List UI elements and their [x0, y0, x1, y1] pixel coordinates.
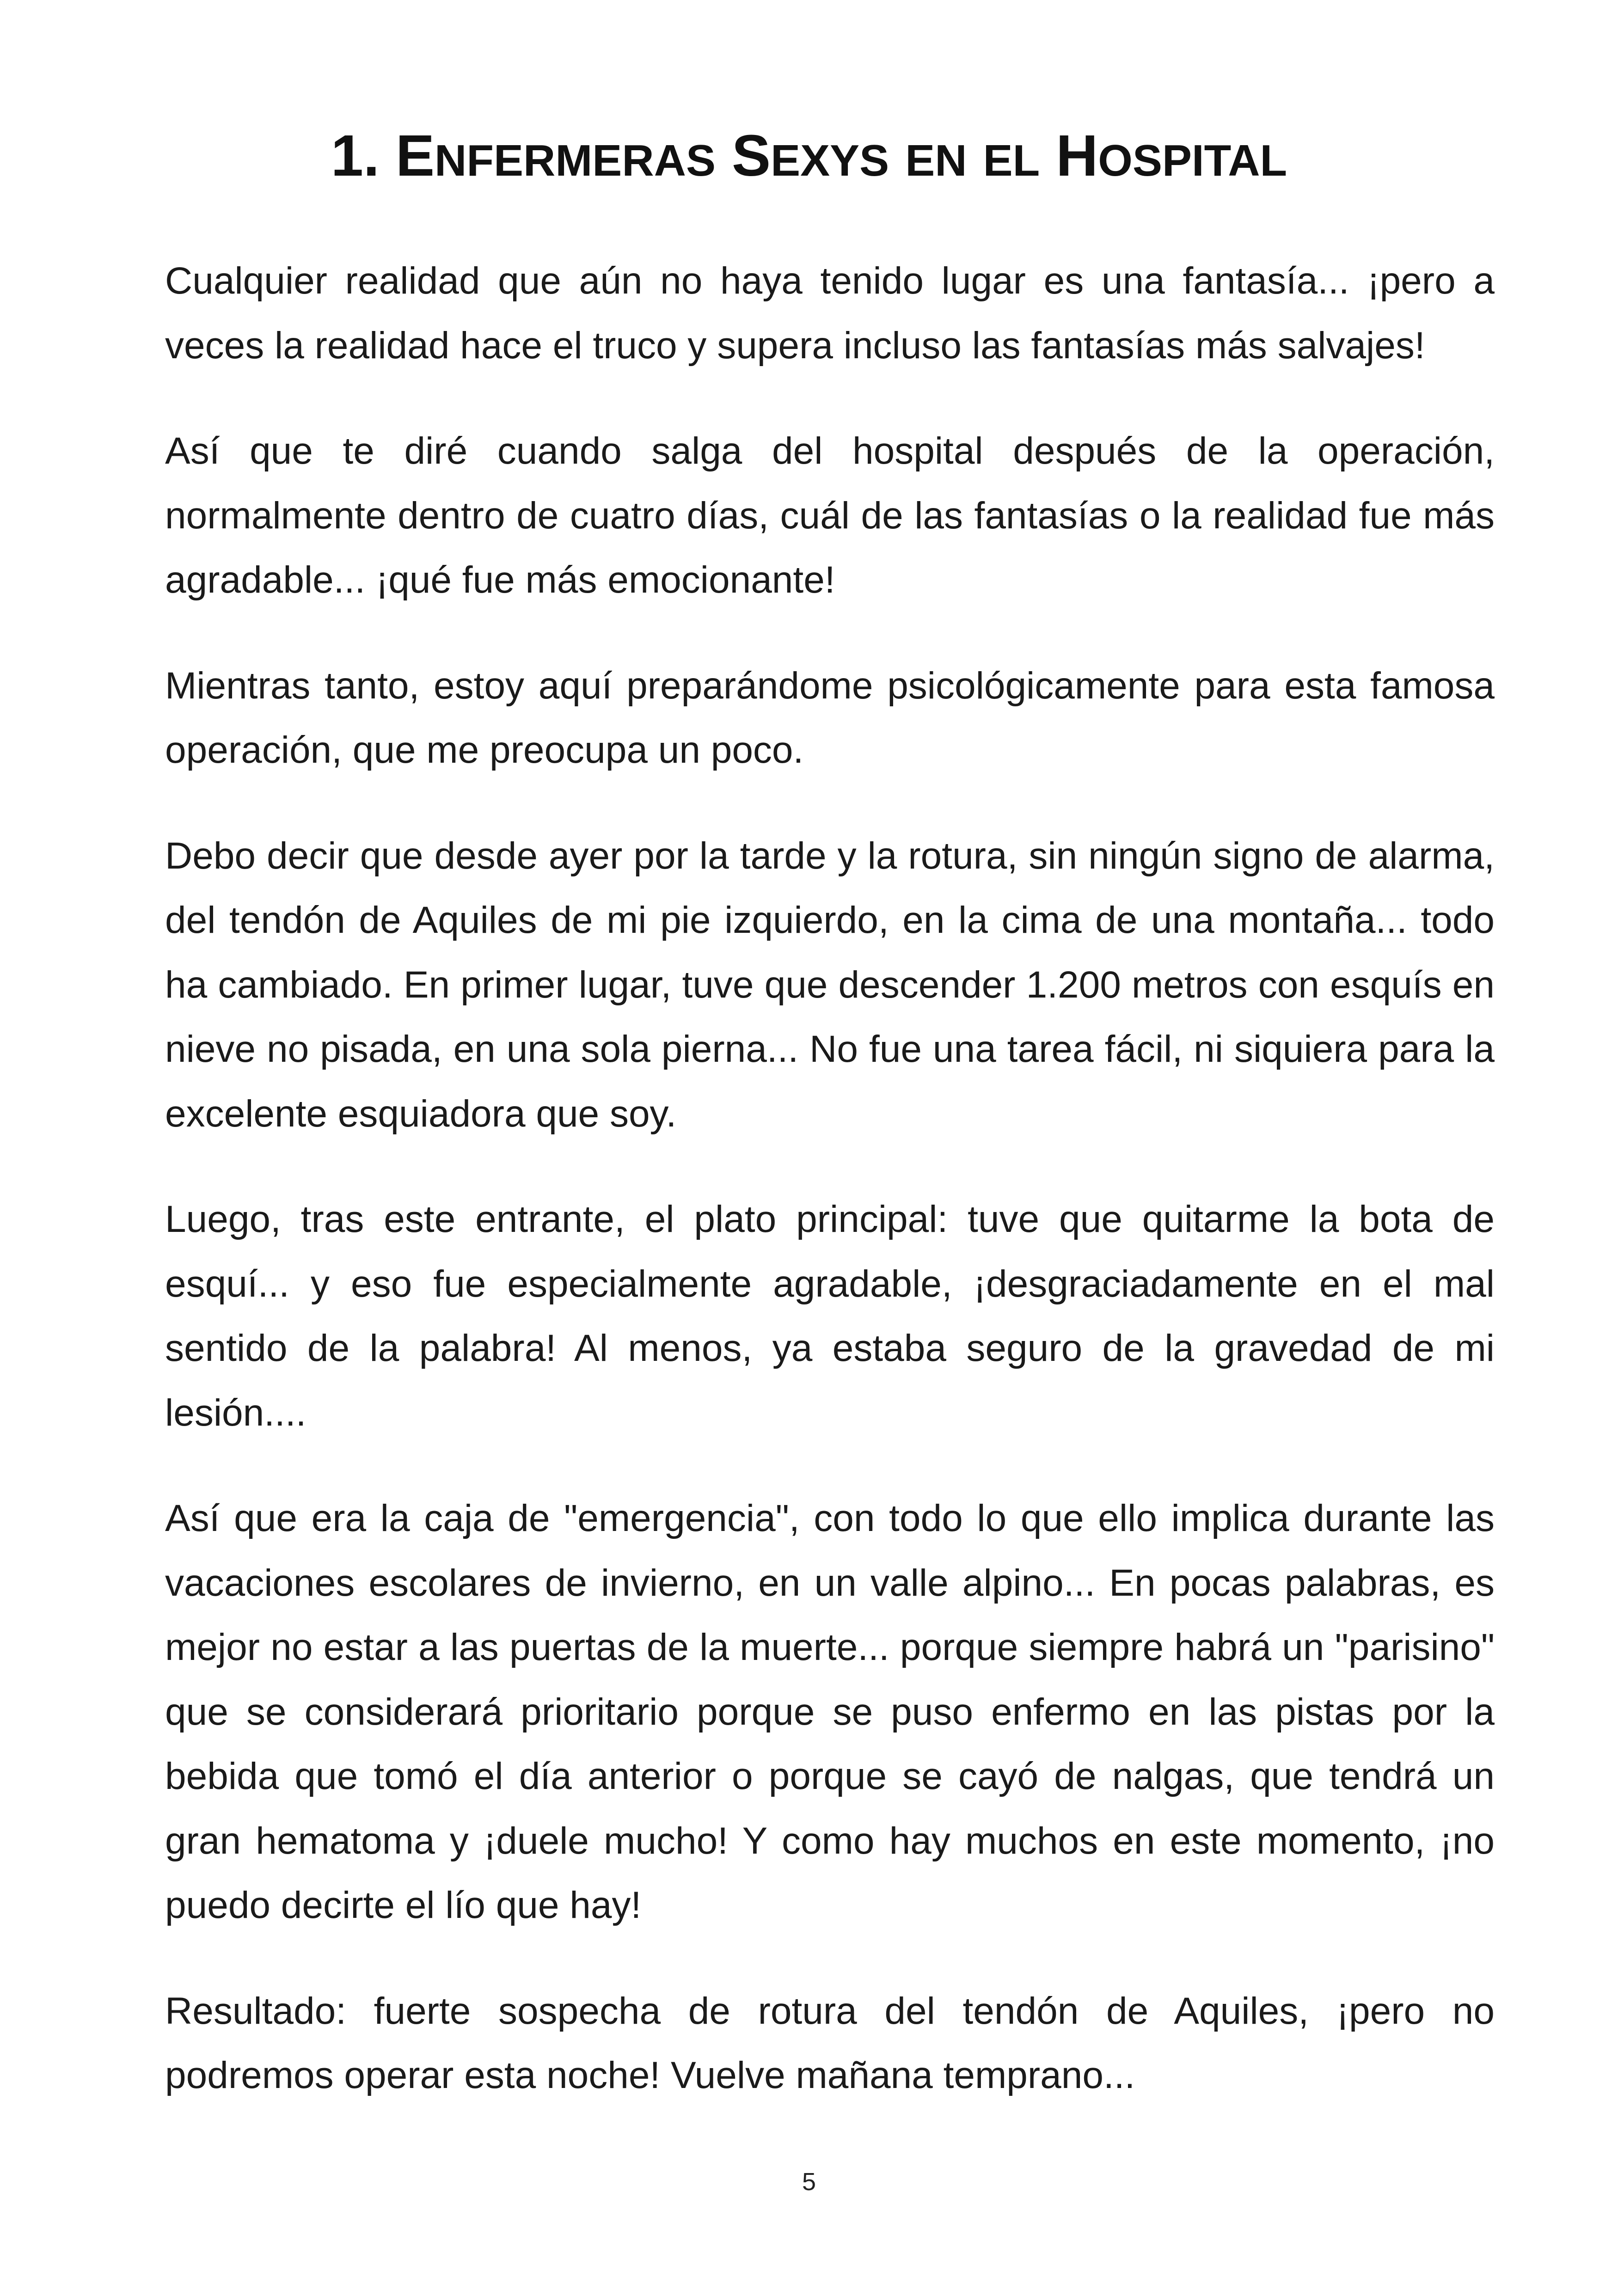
title-word-4 — [983, 123, 1040, 188]
paragraph: Así que era la caja de "emergencia", con todo lo que ello implica durante las vacaciones escolares de invierno, en un valle alpino... En pocas palabras, es mejor no estar a las puertas de la muerte... porque siempre habrá un "parisino" que se considerará prioritario porque se puso enfermo en las pistas por la bebida que tomó el día anterior o porque se cayó de nalgas, que tendrá un gran hematoma y ¡duele mucho! Y como hay muchos en este momento, ¡no puedo decirte el lío que hay! — [165, 1497, 1495, 1926]
paragraph: Resultado: fuerte sospecha de rotura del tendón de Aquiles, ¡pero no podremos operar esta noche! Vuelve mañana temprano... — [165, 1990, 1495, 2096]
title-word-1-cap: E — [395, 123, 435, 188]
title-word-1 — [396, 123, 716, 188]
title-word-2 — [732, 123, 889, 188]
paragraph: Cualquier realidad que aún no haya tenido lugar es una fantasía... ¡pero a veces la realidad hace el truco y supera incluso las fantasías más salvajes! — [165, 260, 1495, 367]
title-word-4-rest: EL — [983, 136, 1040, 185]
title-word-2-rest: EXYS — [771, 136, 889, 185]
paragraph: Mientras tanto, estoy aquí preparándome psicológicamente para esta famosa operación, que me preocupa un poco. — [165, 664, 1495, 771]
title-word-5-cap: H — [1056, 123, 1098, 188]
paragraph: Así que te diré cuando salga del hospital después de la operación, normalmente dentro de cuatro días, cuál de las fantasías o la realidad fue más agradable... ¡qué fue más emocionante! — [165, 430, 1495, 601]
body-text — [165, 249, 1495, 2149]
title-word-2-cap: S — [732, 123, 771, 188]
title-word-3-rest: EN — [905, 136, 967, 185]
chapter-number: 1. — [331, 123, 380, 188]
chapter-title — [0, 121, 1618, 196]
title-word-5-rest: OSPITAL — [1098, 136, 1287, 185]
paragraph: Debo decir que desde ayer por la tarde y la rotura, sin ningún signo de alarma, del tendón de Aquiles de mi pie izquierdo, en la cima de una montaña... todo ha cambiado. En primer lugar, tuve que descender 1.200 metros con esquís en nieve no pisada, en una sola pierna... No fue una tarea fácil, ni siquiera para la excelente esquiadora que soy. — [165, 834, 1495, 1135]
title-word-5 — [1056, 123, 1287, 188]
page-number: 5 — [802, 2168, 816, 2196]
title-word-3 — [905, 123, 967, 188]
paragraph: Luego, tras este entrante, el plato principal: tuve que quitarme la bota de esquí... y eso fue especialmente agradable, ¡desgraciadamente en el mal sentido de la palabra! Al menos, ya estaba seguro de la gravedad de mi lesión.... — [165, 1198, 1495, 1434]
title-word-1-rest: NFERMERAS — [434, 136, 716, 185]
